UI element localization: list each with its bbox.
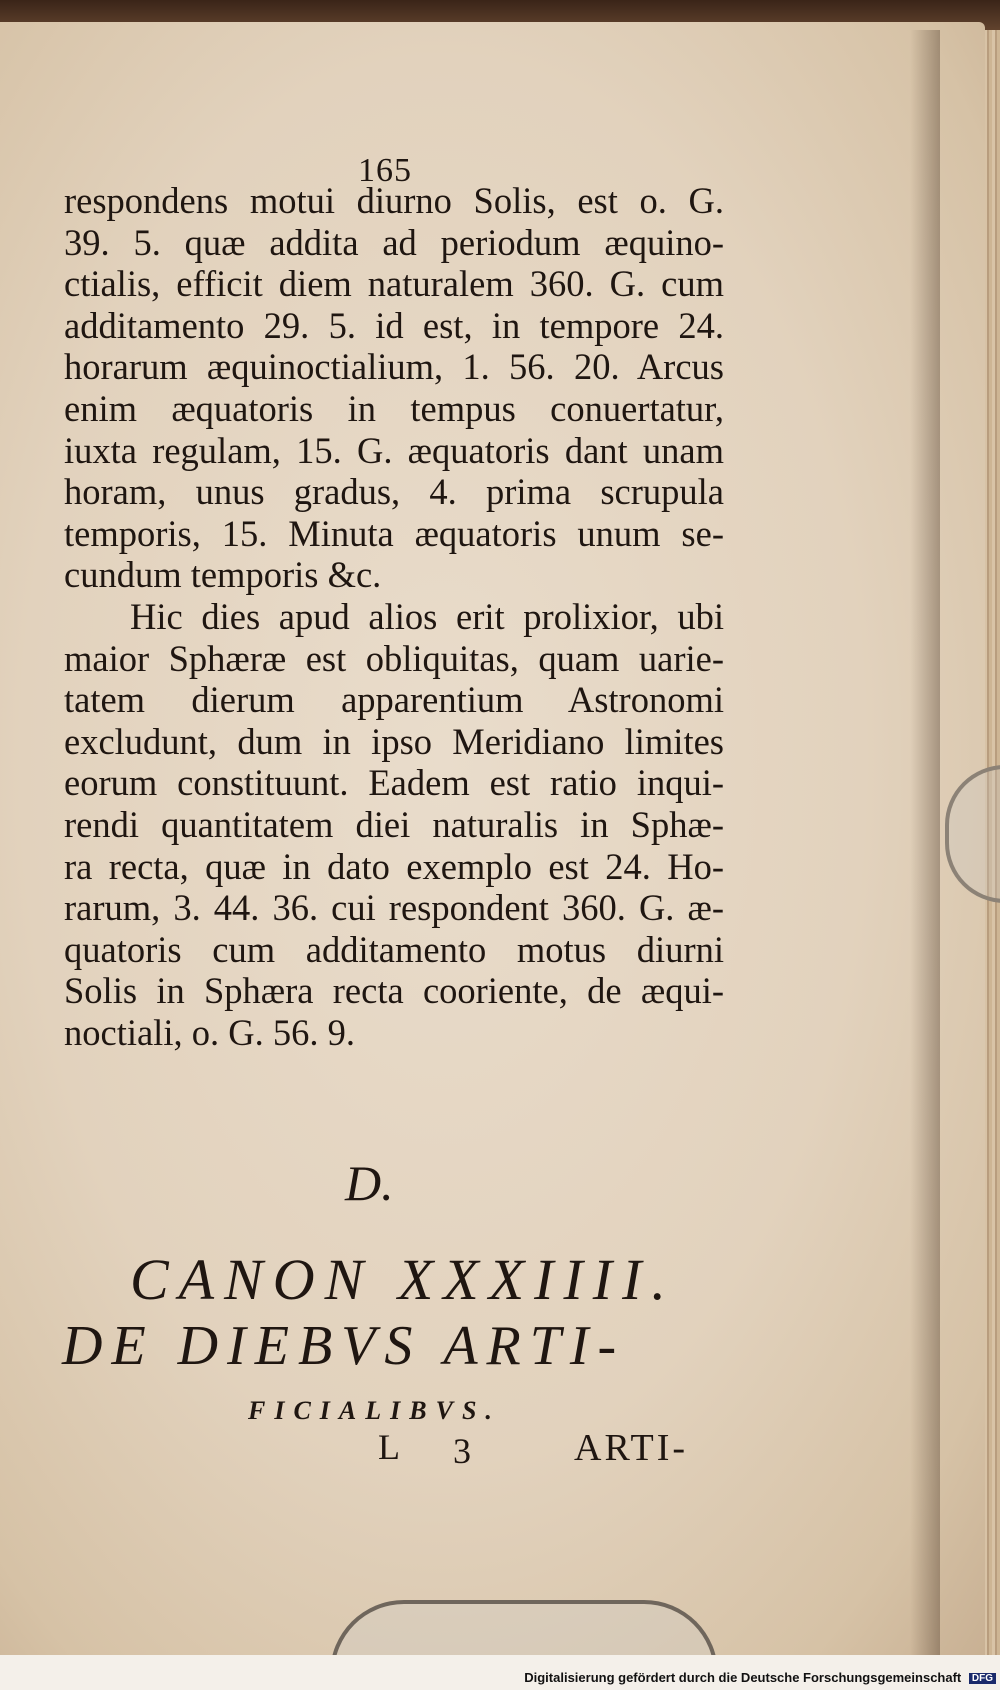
text-line: rendi quantitatem diei naturalis in Sphæ- <box>64 803 724 845</box>
text-line: horarum æquinoctialium, 1. 56. 20. Arcus <box>64 346 724 388</box>
ornament-letter: D. <box>345 1155 394 1211</box>
text-line: ctialis, efficit diem naturalem 360. G. cum <box>64 263 724 305</box>
page-number: 165 <box>358 152 412 189</box>
canon-subheading: DE DIEBVS ARTI- <box>62 1315 626 1377</box>
dfg-logo: DFG <box>969 1673 996 1684</box>
text-line: maior Sphæræ est obliquitas, quam uarie- <box>64 637 724 679</box>
catchword: ARTI- <box>574 1427 689 1469</box>
text-line: respondens motui diurno Solis, est o. G. <box>64 180 724 221</box>
text-line: tatem dierum apparentium Astronomi <box>64 679 724 721</box>
text-line: rarum, 3. 44. 36. cui respondent 360. G. æ- <box>64 887 724 929</box>
text-line: temporis, 15. Minuta æquatoris unum se- <box>64 512 724 554</box>
canon-heading: CANON XXXIIII. <box>130 1247 676 1312</box>
text-line: noctiali, o. G. 56. 9. <box>64 1011 355 1053</box>
book-page <box>0 22 985 1662</box>
signature-mark: L <box>378 1427 404 1467</box>
text-line: Hic dies apud alios erit prolixior, ubi <box>130 595 724 637</box>
page-curl-shadow <box>910 30 940 1670</box>
text-line: iuxta regulam, 15. G. æquatoris dant unam <box>64 429 724 471</box>
text-line: ra recta, quæ in dato exemplo est 24. Ho- <box>64 845 724 887</box>
canon-subheading-continued: FICIALIBVS. <box>248 1396 501 1425</box>
digitization-credit <box>524 1670 996 1685</box>
text-line: additamento 29. 5. id est, in tempore 24. <box>64 304 724 346</box>
credit-text: Digitalisierung gefördert durch die Deutsche Forschungsgemeinschaft <box>524 1670 962 1685</box>
text-line: Solis in Sphæra recta cooriente, de æqui- <box>64 970 724 1012</box>
body-text <box>64 180 724 1053</box>
text-line: excludunt, dum in ipso Meridiano limites <box>64 720 724 762</box>
text-line: cundum temporis &c. <box>64 554 382 596</box>
page-content <box>0 22 985 1662</box>
signature-number: 3 <box>453 1431 471 1471</box>
text-line: 39. 5. quæ addita ad periodum æquino- <box>64 221 724 263</box>
text-line: eorum constituunt. Eadem est ratio inqui- <box>64 762 724 804</box>
text-line: quatoris cum additamento motus diurni <box>64 928 724 970</box>
text-line: enim æquatoris in tempus conuertatur, <box>64 387 724 429</box>
text-line: horam, unus gradus, 4. prima scrupula <box>64 471 724 513</box>
